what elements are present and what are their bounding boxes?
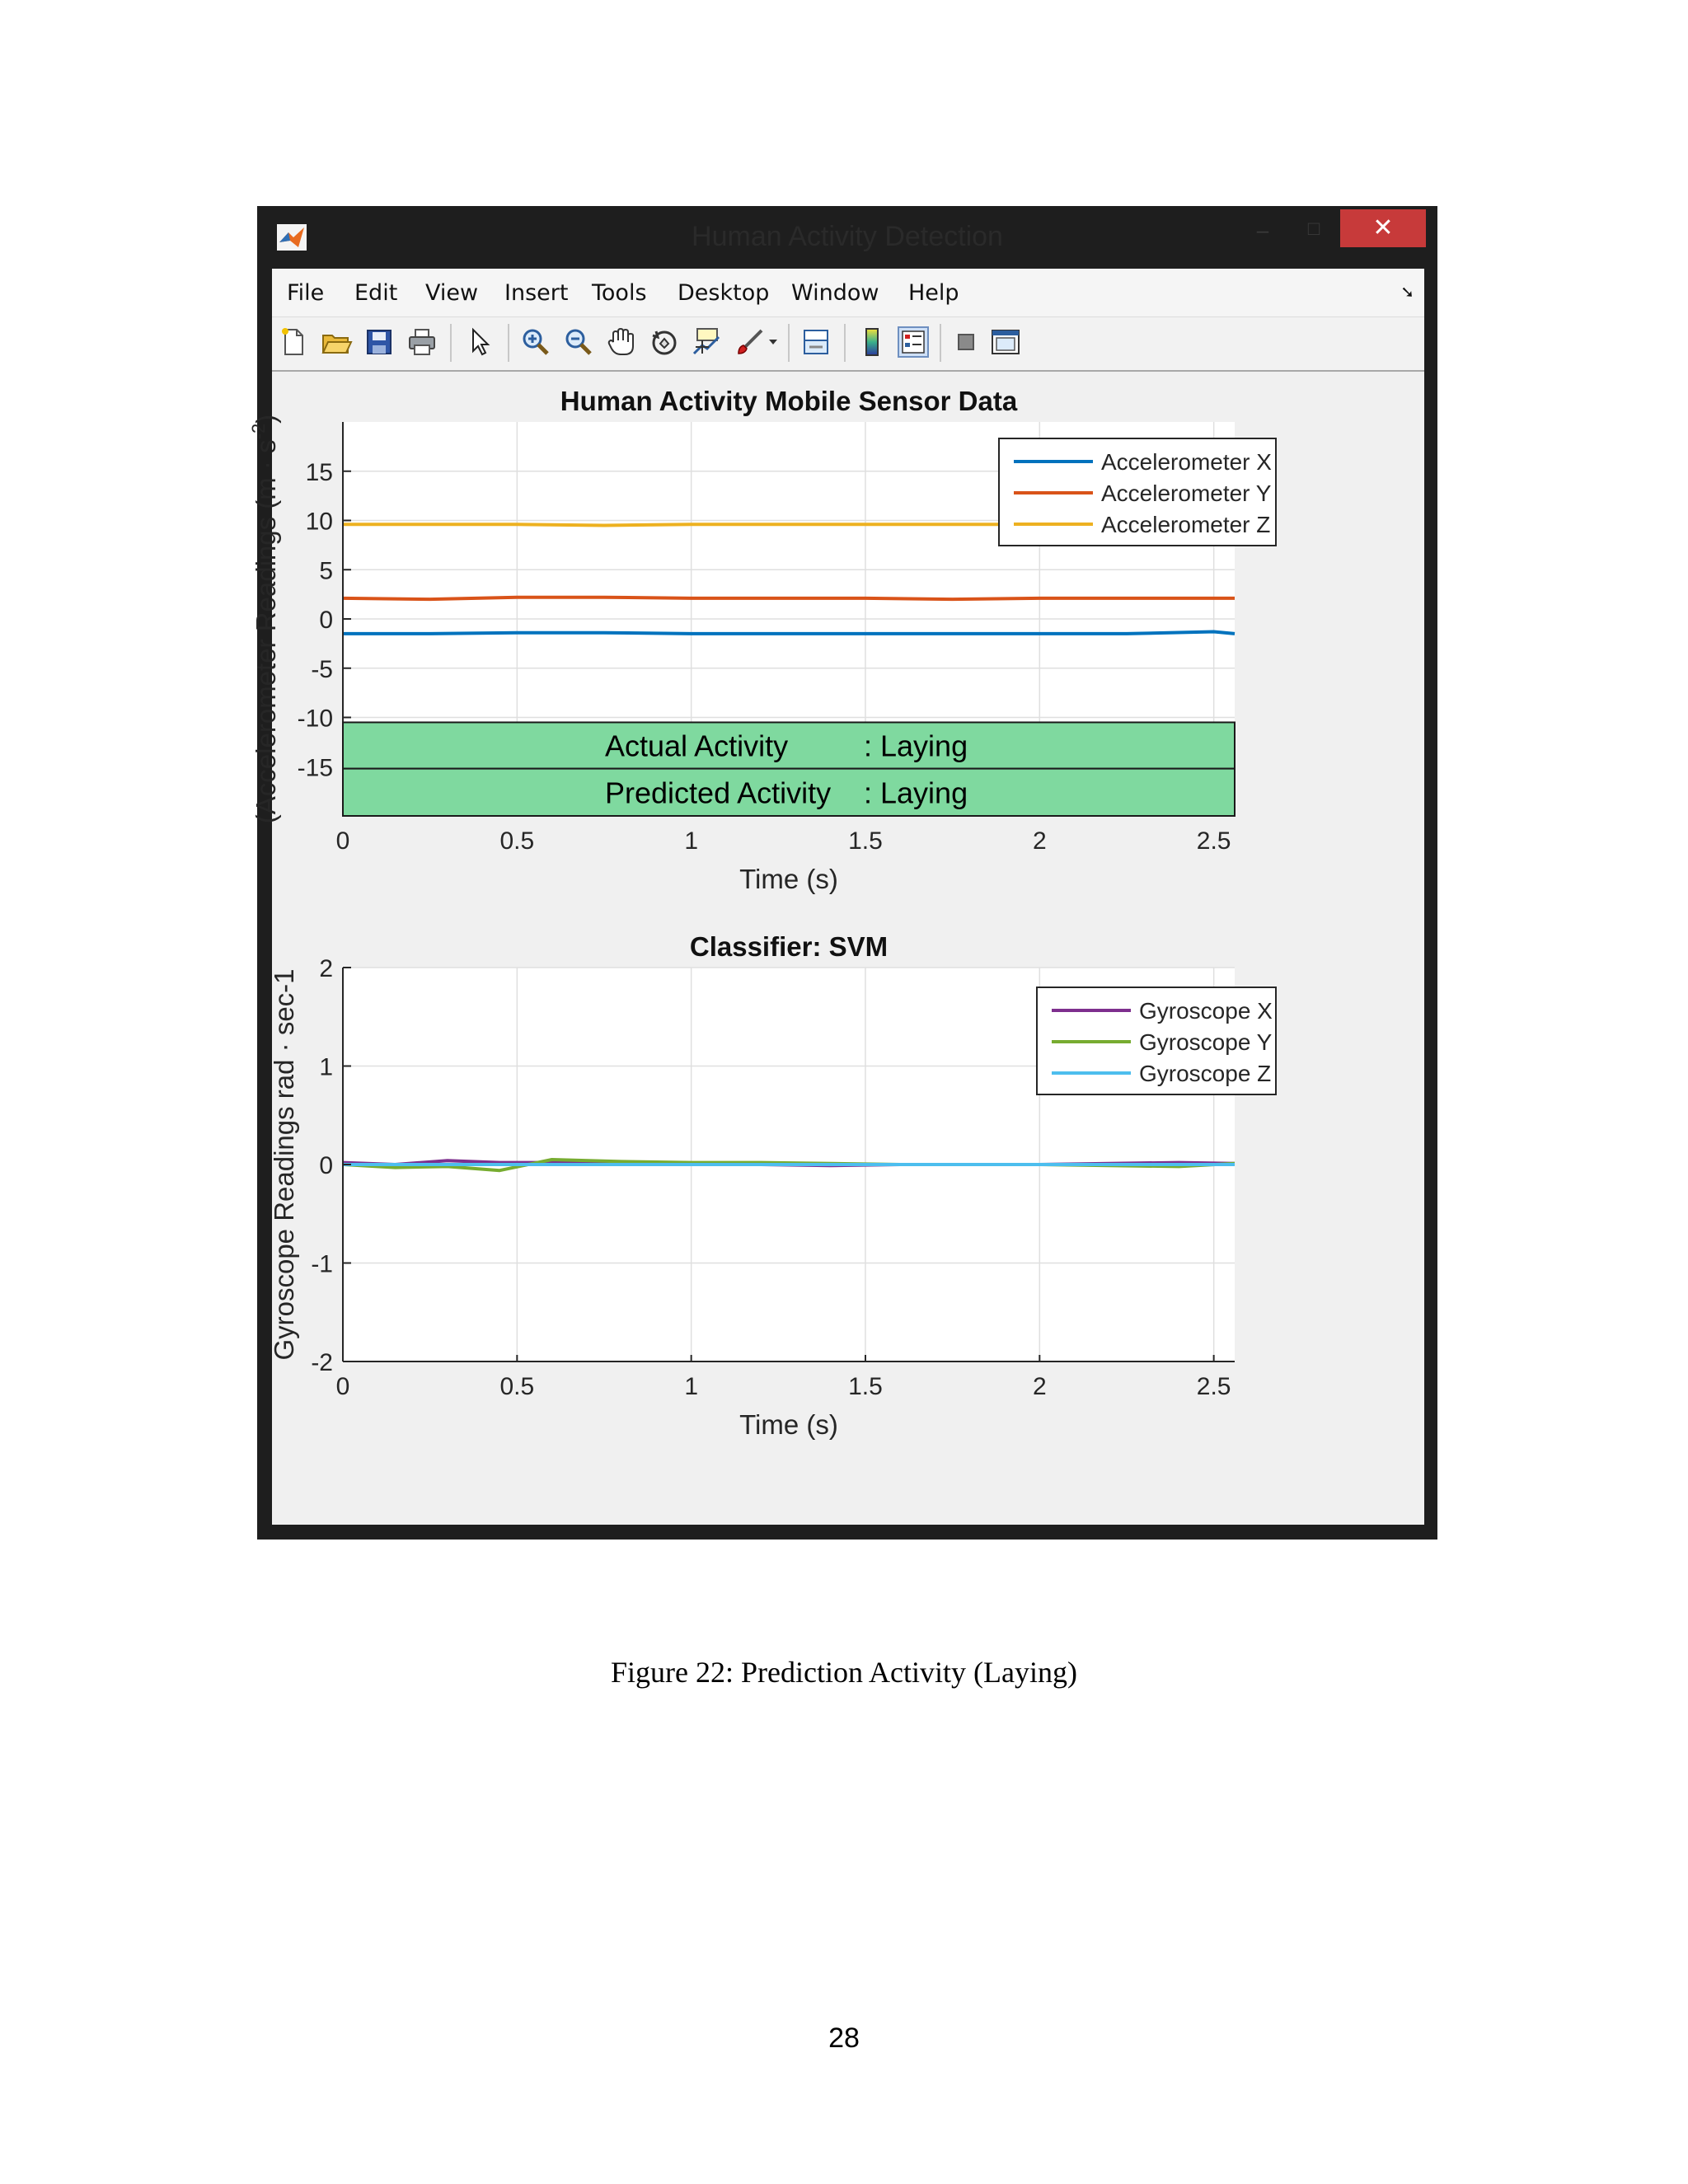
- gyroscope-x-axis-label: Time (s): [739, 1409, 838, 1440]
- hide-plot-tools-icon[interactable]: [950, 326, 982, 359]
- show-plot-tools-icon[interactable]: [989, 326, 1022, 359]
- window-title: Human Activity Detection: [692, 221, 1003, 252]
- ax1-y-tick-label: -10: [297, 705, 333, 733]
- legend-icon[interactable]: [897, 326, 930, 359]
- brush-icon[interactable]: [734, 326, 767, 359]
- ax2-y-tick-label: -1: [311, 1250, 333, 1278]
- ax1-y-tick-label: 5: [319, 557, 333, 585]
- menu-insert[interactable]: Insert: [504, 280, 569, 306]
- ax1-series-line-2: [343, 598, 1235, 599]
- ax2-x-tick-label: 1: [684, 1373, 698, 1400]
- ax2-x-tick-label: 2: [1032, 1373, 1047, 1400]
- toolbar-separator: [844, 324, 846, 362]
- accelerometer-axes[interactable]: [248, 386, 1276, 894]
- minimize-button[interactable]: –: [1256, 218, 1269, 242]
- toolbar-separator: [450, 324, 452, 362]
- ax2-x-tick-label: 0.5: [499, 1373, 535, 1400]
- ax2-y-tick-label: -2: [311, 1349, 333, 1376]
- ax1-x-tick-label: 0: [335, 827, 350, 855]
- open-folder-icon[interactable]: [320, 326, 353, 359]
- menu-help[interactable]: Help: [908, 280, 959, 306]
- ax1-y-tick-label: -15: [297, 754, 333, 782]
- toolbar-separator: [788, 324, 790, 362]
- ax1-legend-entry: Accelerometer Z: [1101, 512, 1271, 537]
- toolbar-separator: [940, 324, 941, 362]
- ax1-legend-entry: Accelerometer X: [1101, 449, 1272, 475]
- figure-caption: Figure 22: Prediction Activity (Laying): [611, 1656, 1077, 1689]
- gyroscope-chart-title: Classifier: SVM: [689, 931, 889, 962]
- ax1-y-tick-label: 10: [305, 508, 333, 536]
- ax2-legend-entry: Gyroscope Y: [1139, 1029, 1273, 1055]
- link-plot-icon[interactable]: [799, 326, 832, 359]
- page-number: 28: [828, 2022, 860, 2054]
- menu-file[interactable]: File: [287, 280, 325, 306]
- maximize-button[interactable]: □: [1307, 218, 1320, 240]
- new-file-icon[interactable]: [277, 326, 310, 359]
- zoom-in-icon[interactable]: [519, 326, 552, 359]
- accelerometer-y-label-end: ): [251, 414, 281, 424]
- accelerometer-y-label-main: (Accelerometer Readings (m · s: [251, 439, 281, 824]
- ax2-y-tick-label: 2: [319, 955, 333, 982]
- rotate-3d-icon[interactable]: [648, 326, 681, 359]
- accelerometer-legend[interactable]: [999, 438, 1276, 546]
- predicted-activity-label: Predicted Activity: [605, 776, 832, 810]
- figure-toolbar: [272, 316, 1424, 372]
- ax2-legend-entry: Gyroscope Z: [1139, 1061, 1272, 1086]
- ax2-legend-entry: Gyroscope X: [1139, 998, 1273, 1024]
- ax1-y-tick-label: 15: [305, 458, 333, 486]
- ax2-x-tick-label: 2.5: [1196, 1373, 1231, 1400]
- gyroscope-axes[interactable]: [269, 931, 1276, 1440]
- ax1-x-tick-label: 1: [684, 827, 698, 855]
- predicted-activity-value: : Laying: [864, 776, 968, 810]
- actual-activity-label: Actual Activity: [605, 729, 789, 763]
- accelerometer-x-axis-label: Time (s): [739, 864, 838, 894]
- ax2-y-tick-label: 1: [319, 1053, 333, 1081]
- menu-bar: [272, 269, 1424, 316]
- menu-view[interactable]: View: [425, 280, 479, 306]
- data-cursor-icon[interactable]: [691, 326, 724, 359]
- accelerometer-chart-title: Human Activity Mobile Sensor Data: [560, 386, 1018, 416]
- colorbar-icon[interactable]: [856, 326, 889, 359]
- ax1-x-tick-label: 2.5: [1196, 827, 1231, 855]
- menu-tools[interactable]: Tools: [592, 280, 647, 306]
- accelerometer-y-label-superscript: -2: [248, 423, 269, 440]
- ax2-x-tick-label: 0: [335, 1373, 350, 1400]
- menu-window[interactable]: Window: [791, 280, 879, 306]
- title-bar[interactable]: [257, 206, 1437, 269]
- menu-desktop[interactable]: Desktop: [678, 280, 770, 306]
- ax1-y-tick-label: 0: [319, 607, 333, 634]
- accelerometer-y-axis-label: [248, 415, 281, 823]
- gyroscope-y-axis-label: Gyroscope Readings rad · sec-1: [269, 968, 299, 1361]
- activity-annotation: [343, 722, 1235, 816]
- ax1-x-tick-label: 1.5: [848, 827, 883, 855]
- menu-edit[interactable]: Edit: [354, 280, 398, 306]
- brush-dropdown-icon[interactable]: [765, 326, 781, 359]
- ax1-y-tick-label: -5: [311, 655, 333, 683]
- ax2-y-tick-label: 0: [319, 1152, 333, 1179]
- figure-window: [248, 206, 1437, 1540]
- actual-activity-box: [343, 722, 1235, 768]
- actual-activity-value: : Laying: [864, 729, 968, 763]
- ax1-x-tick-label: 0.5: [499, 827, 535, 855]
- zoom-out-icon[interactable]: [562, 326, 595, 359]
- toolbar-separator: [508, 324, 509, 362]
- ax1-legend-entry: Accelerometer Y: [1101, 480, 1272, 506]
- ax1-x-tick-label: 2: [1032, 827, 1047, 855]
- dock-arrow-icon[interactable]: ➘: [1400, 284, 1414, 302]
- pan-hand-icon[interactable]: [605, 326, 638, 359]
- pointer-icon[interactable]: [463, 326, 496, 359]
- save-icon[interactable]: [363, 326, 396, 359]
- gyroscope-legend[interactable]: [1037, 987, 1276, 1094]
- ax2-x-tick-label: 1.5: [848, 1373, 883, 1400]
- print-icon[interactable]: [406, 326, 438, 359]
- close-button[interactable]: ✕: [1340, 209, 1426, 247]
